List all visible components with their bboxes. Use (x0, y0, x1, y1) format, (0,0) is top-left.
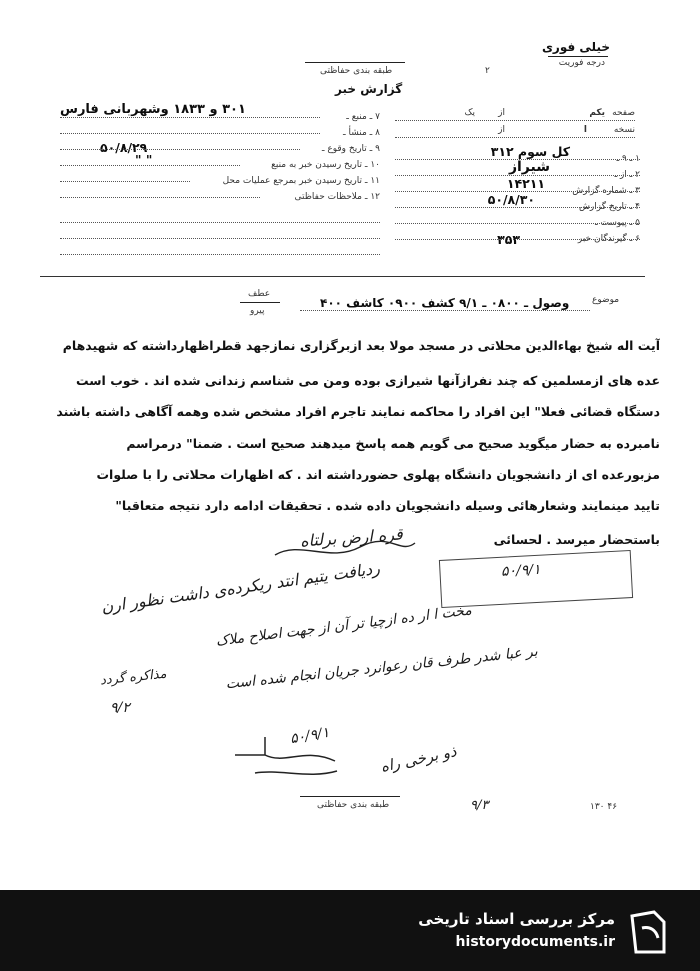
body-line: باستحضار میرسد . لحسائی (493, 532, 660, 547)
received-stamp (439, 550, 633, 608)
priority-label: خیلی فوری (541, 40, 610, 54)
top-classification-rule (305, 62, 405, 63)
field-value: " " (135, 152, 153, 167)
page-value: یکم (589, 108, 605, 118)
page-total: یک (464, 108, 475, 118)
handwritten-signature: ۵۰/۹/۱ (288, 724, 331, 748)
watermark-title: مرکز بررسی اسناد تاریخی (418, 910, 615, 928)
signature-scribble (270, 535, 420, 565)
field-value: ۵۰/۸/۲۹ (100, 140, 148, 155)
reference-label: عطف (248, 289, 271, 299)
handwritten-note-left: مذاکره گردد (99, 666, 168, 689)
field-value: ۳۰۱ و ۱۸۳۳ وشهربانی فارس (60, 102, 246, 117)
field-value: شیراز (508, 159, 550, 175)
priority-sub-label: درجه فوریت (558, 58, 605, 68)
handwritten-date: ۹/۳ (470, 798, 489, 813)
body-line: عده های ازمسلمین که چند نفرازآنها شیرازی بوده ومن می شناسم زندانی شده اند . خوب است (76, 373, 660, 388)
report-fields-block (395, 146, 640, 256)
field-value: ۳۵۳ (497, 232, 520, 247)
watermark-band (0, 890, 700, 971)
field-row: ۴ ـ تاریخ گزارش ۵۰/۸/۳۰ (395, 194, 640, 210)
report-title: گزارش خبر (335, 82, 403, 96)
header-divider (40, 276, 645, 277)
reference-rule (240, 302, 280, 303)
page-of-label: صفحه (612, 108, 635, 118)
field-row: ۷ ـ منبع ـ ۳۰۱ و ۱۸۳۳ وشهربانی فارس (60, 102, 380, 122)
received-line: وصول ـ ۰۸۰۰ ـ ۹/۱ کشف ۰۹۰۰ کاشف ۴۰۰ (320, 296, 570, 310)
field-row: ۶ ـ گیرندگان خبر ۳۵۳ (395, 226, 640, 242)
field-value: کل سوم ۳۱۲ (490, 144, 570, 159)
signature-scribble (225, 725, 345, 785)
body-line: مزبورعده ای از دانشجویان دانشگاه پهلوی حضورداشته اند . که اظهارات محلاتی را با صلوات (96, 467, 660, 482)
handwritten-date: ۹/۲ (110, 700, 130, 716)
field-row: ۳ ـ شماره گزارش ۱۴۲۱۱ (395, 178, 640, 194)
field-row: ۲ ـ از ـ شیراز (395, 162, 640, 178)
handwritten-note: ردیافت یتیم انتد ریکرده‌ی داشت نظور ارن (100, 558, 381, 617)
page-copy-block: صفحه یکم از یک نسخه ا از (395, 108, 635, 142)
field-row: ۹ ـ تاریخ وقوع ـ ۵۰/۸/۲۹ (60, 136, 380, 152)
field-row: ۱ ـ ۹ ـ کل سوم ۳۱۲ (395, 146, 640, 162)
field-row: ۱۱ ـ تاریخ رسیدن خبر بمرجع عملیات محل (60, 168, 380, 184)
body-line: دستگاه قضائی فعلا" این افراد را محاکمه نمایند تاجرم افراد مشخص شده وهمه آگاهی داشته باشند (56, 404, 660, 419)
subject-line (300, 310, 590, 311)
handwritten-note: مخت ا ار ده ازچیا تر آن از جهت اصلاح ملاک (214, 602, 473, 650)
document-logo-icon (626, 908, 670, 956)
handwritten-signature: قره ارض برلتاه (299, 524, 404, 551)
watermark-url: historydocuments.ir (455, 934, 615, 950)
subject-label: موضوع (592, 295, 620, 305)
body-line: آیت اله شیخ بهاءالدین محلاتی در مسجد مولا بعد ازبرگزاری نمازجهد قطراظهارداشته که شهیدهام (62, 338, 660, 353)
classification-top-label: طبقه بندی حفاظتی (320, 66, 393, 76)
body-line: نامبرده به حضار میگوید صحیح می گویم همه پاسخ میدهند صحیح است . ضمنا" درمراسم (126, 436, 660, 451)
priority-rule (548, 56, 608, 57)
body-line: تایید مینمایند وشعارهائی وسیله دانشجویان داده شده . تحقیقات ادامه دارد نتیجه متعاقبا" (115, 498, 660, 513)
field-row: ۱۰ ـ تاریخ رسیدن خبر به منبع " " (60, 152, 380, 168)
followup-label: پیرو (250, 306, 265, 316)
source-fields-block (60, 104, 380, 264)
handwritten-note: بر عبا شدر طرف قان رعوانرد جریان انجام شده است (225, 643, 539, 693)
document-code: ۴۶ ۱۳۰ (590, 802, 618, 812)
bottom-classification-rule (300, 796, 400, 797)
field-value: ۵۰/۸/۳۰ (487, 192, 535, 207)
classification-bottom-label: طبقه بندی حفاظتی (317, 800, 390, 810)
stamp-date: ۵۰/۹/۱ (500, 561, 541, 580)
handwritten-signature: ذو‌ برخی راه (378, 742, 458, 776)
field-row: ۱۲ ـ ملاحظات حفاظتی (60, 184, 380, 200)
copy-value: ا (583, 125, 587, 135)
field-row: ۵ ـ پیوست ـ (395, 210, 640, 226)
num-mark: ۲ (485, 66, 490, 76)
field-row: ۸ ـ منشأ ـ (60, 120, 380, 136)
field-value: ۱۴۲۱۱ (506, 176, 545, 191)
copy-label: نسخه (613, 125, 635, 135)
